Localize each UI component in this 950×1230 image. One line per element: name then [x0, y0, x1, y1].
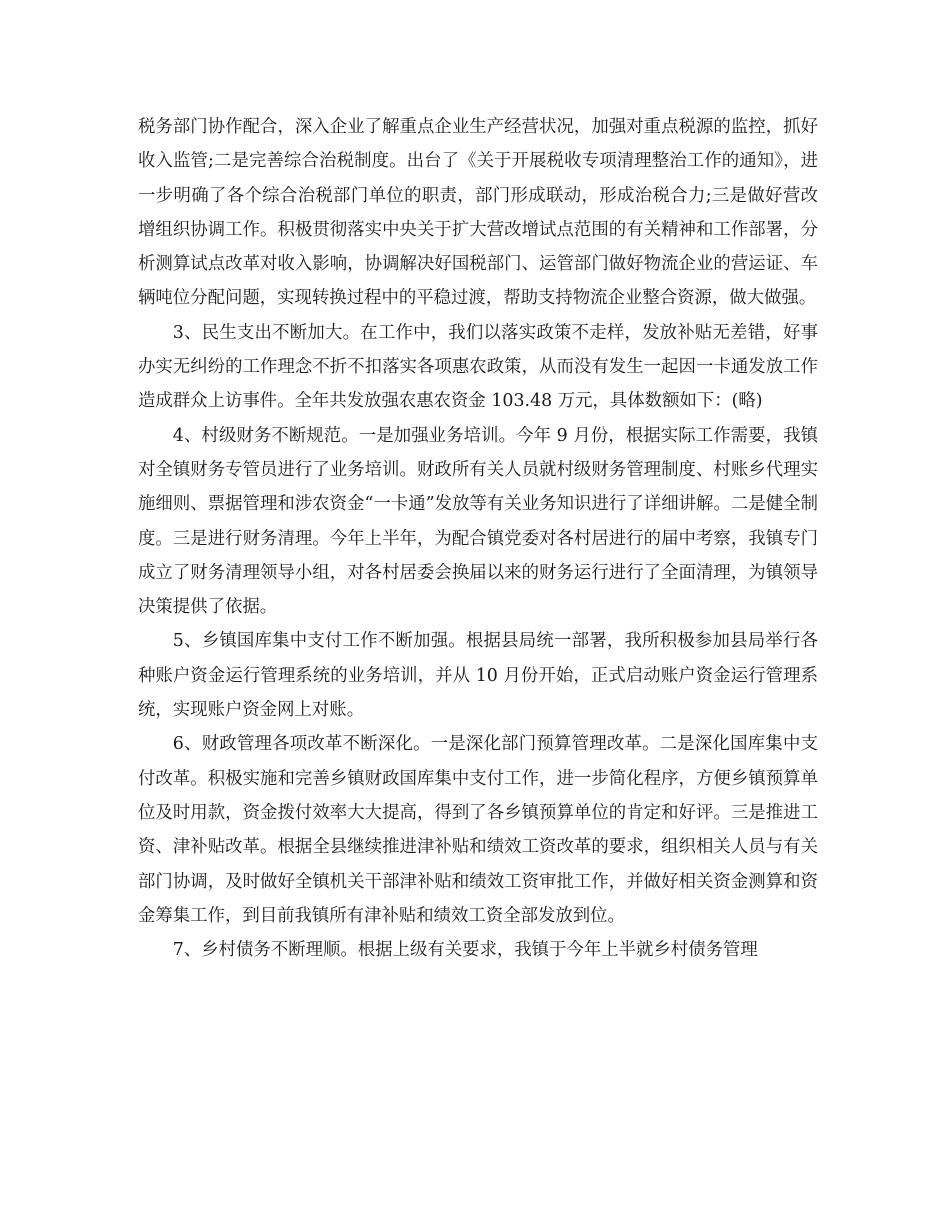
- document-page: [138, 110, 818, 967]
- paragraph-livelihood-spending: 3、民生支出不断加大。在工作中，我们以落实政策不走样，发放补贴无差错，好事办实无纠纷的工作理念不折不扣落实各项惠农政策，从而没有发生一起因一卡通发放工作造成群众上访事件。全年共发放强农惠农资金 103.48 万元，具体数额如下：(略): [138, 322, 818, 412]
- paragraph-rural-debt: 7、乡村债务不断理顺。根据上级有关要求，我镇于今年上半就乡村债务管理: [172, 940, 758, 961]
- paragraph-continuation: 税务部门协作配合，深入企业了解重点企业生产经营状况，加强对重点税源的监控，抓好收入监管;二是完善综合治税制度。出台了《关于开展税收专项清理整治工作的通知》，进一步明确了各个综合治税部门单位的职责，部门形成联动，形成治税合力;三是做好营改增组织协调工作。积极贯彻落实中央关于扩大营改增试点范围的有关精神和工作部署，分析测算试点改革对收入影响，协调解决好国税部门、运管部门做好物流企业的营运证、车辆吨位分配问题，实现转换过程中的平稳过渡，帮助支持物流企业整合资源，做大做强。: [138, 117, 818, 309]
- paragraph-village-finance: 4、村级财务不断规范。一是加强业务培训。今年 9 月份，根据实际工作需要，我镇对全镇财务专管员进行了业务培训。财政所有关人员就村级财务管理制度、村账乡代理实施细则、票据管理和涉农资金“一卡通”发放等有关业务知识进行了详细讲解。二是健全制度。三是进行财务清理。今年上半年，为配合镇党委对各村居进行的届中考察，我镇专门成立了财务清理领导小组，对各村居委会换届以来的财务运行进行了全面清理，为镇领导决策提供了依据。: [138, 425, 818, 618]
- paragraph-treasury-payment: 5、乡镇国库集中支付工作不断加强。根据县局统一部署，我所积极参加县局举行各种账户资金运行管理系统的业务培训，并从 10 月份开始，正式启动账户资金运行管理系统，实现账户资金网上对账。: [138, 631, 818, 721]
- paragraph-fiscal-reform: 6、财政管理各项改革不断深化。一是深化部门预算管理改革。二是深化国库集中支付改革。积极实施和完善乡镇财政国库集中支付工作，进一步简化程序，方便乡镇预算单位及时用款，资金拨付效率大大提高，得到了各乡镇预算单位的肯定和好评。三是推进工资、津补贴改革。根据全县继续推进津补贴和绩效工资改革的要求，组织相关人员与有关部门协调，及时做好全镇机关干部津补贴和绩效工资审批工作，并做好相关资金测算和资金筹集工作，到目前我镇所有津补贴和绩效工资全部发放到位。: [138, 734, 818, 926]
